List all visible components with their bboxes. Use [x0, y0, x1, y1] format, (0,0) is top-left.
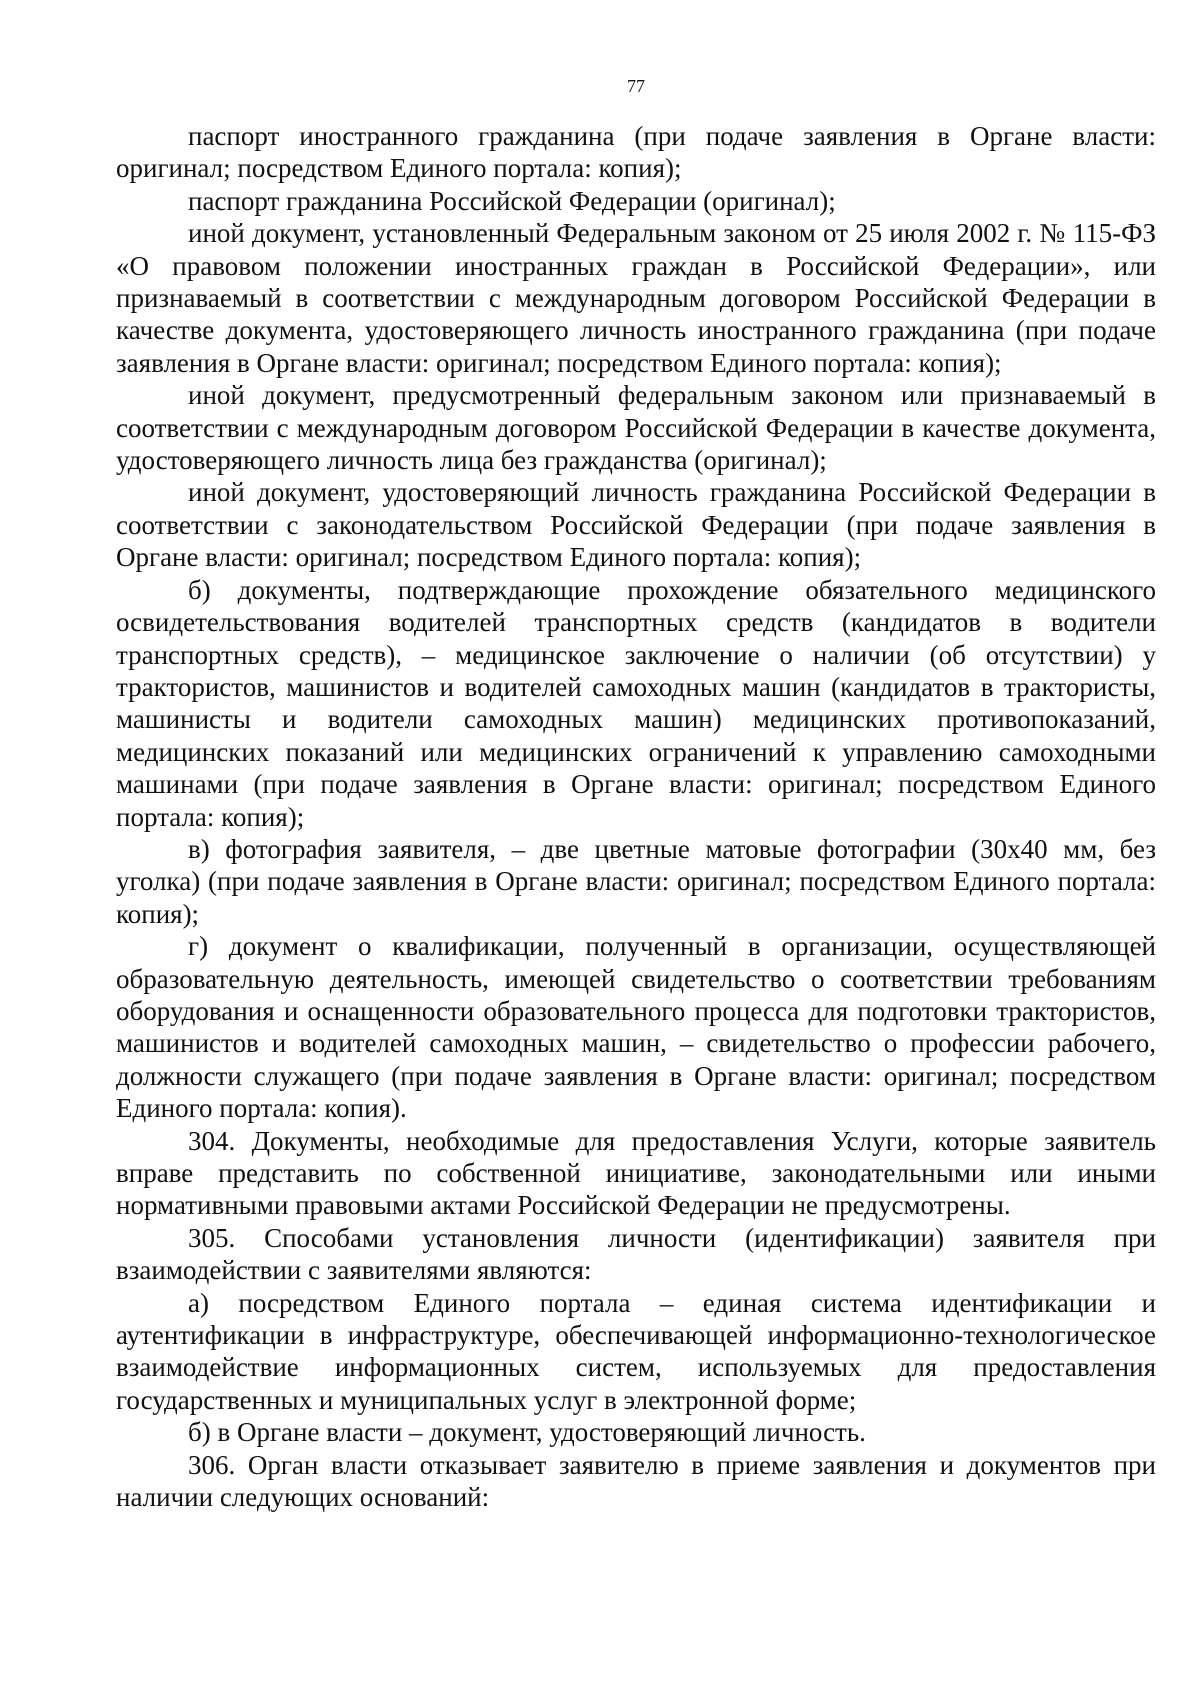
paragraph-305: 305. Способами установления личности (идентификации) заявителя при взаимодействии с заявителями являются:	[116, 1222, 1156, 1286]
paragraph-other-document-stateless: иной документ, предусмотренный федеральным законом или признаваемый в соответствии с международным договором Российской Федерации в качестве документа, удостоверяющего личность лица без гражданства (оригинал);	[116, 380, 1156, 476]
document-body	[116, 120, 1156, 1513]
paragraph-item-g-qualification: г) документ о квалификации, полученный в организации, осуществляющей образовательную деятельность, имеющей свидетельство о соответствии требованиям оборудования и оснащенности образовательного процесса для подготовки трактористов, машинистов и водителей самоходных машин, – свидетельство о профессии рабочего, должности служащего (при подаче заявления в Органе власти: оригинал; посредством Единого портала: копия).	[116, 931, 1156, 1124]
page-number: 77	[627, 76, 645, 96]
paragraph-item-v-photo: в) фотография заявителя, – две цветные матовые фотографии (30х40 мм, без уголка) (при подаче заявления в Органе власти: оригинал; посредством Единого портала: копия);	[116, 833, 1156, 929]
paragraph-russian-passport: паспорт гражданина Российской Федерации (оригинал);	[188, 185, 836, 216]
paragraph-304: 304. Документы, необходимые для предоставления Услуги, которые заявитель вправе представить по собственной инициативе, законодательными или иными нормативными правовыми актами Российской Федерации не предусмотрены.	[116, 1125, 1156, 1221]
paragraph-other-document-foreign: иной документ, установленный Федеральным законом от 25 июля 2002 г. № 115-ФЗ «О правовом положении иностранных граждан в Российской Федерации», или признаваемый в соответствии с международным договором Российской Федерации в качестве документа, удостоверяющего личность иностранного гражданина (при подаче заявления в Органе власти: оригинал; посредством Единого портала: копия);	[116, 218, 1156, 378]
paragraph-foreign-passport: паспорт иностранного гражданина (при подаче заявления в Органе власти: оригинал; посредством Единого портала: копия);	[116, 121, 1156, 184]
paragraph-306: 306. Орган власти отказывает заявителю в приеме заявления и документов при наличии следующих оснований:	[116, 1449, 1156, 1513]
document-page	[116, 0, 1156, 1697]
paragraph-item-b-medical: б) документы, подтверждающие прохождение обязательного медицинского освидетельствования водителей транспортных средств (кандидатов в водители транспортных средств), – медицинское заключение о наличии (об отсутствии) у трактористов, машинистов и водителей самоходных машин (кандидатов в трактористы, машинисты и водители самоходных машин) медицинских противопоказаний, медицинских показаний или медицинских ограничений к управлению самоходными машинами (при подаче заявления в Органе власти: оригинал; посредством Единого портала: копия);	[116, 574, 1156, 832]
paragraph-305-b: б) в Органе власти – документ, удостоверяющий личность.	[188, 1417, 866, 1448]
paragraph-305-a: а) посредством Единого портала – единая система идентификации и аутентификации в инфраструктуре, обеспечивающей информационно-технологическое взаимодействие информационных систем, используемых для предоставления государственных и муниципальных услуг в электронной форме;	[116, 1287, 1156, 1415]
paragraph-other-document-citizen: иной документ, удостоверяющий личность гражданина Российской Федерации в соответствии с законодательством Российской Федерации (при подаче заявления в Органе власти: оригинал; посредством Единого портала: копия);	[116, 477, 1156, 573]
